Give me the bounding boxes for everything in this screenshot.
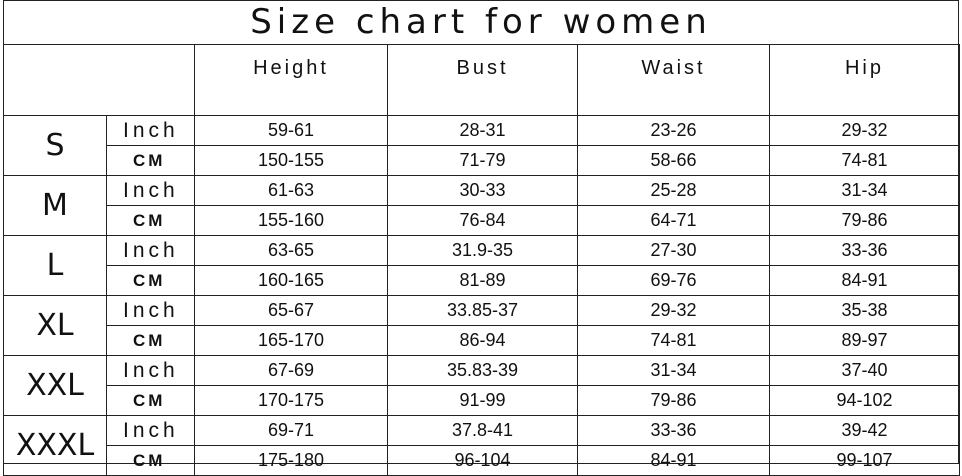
cell-bust: 33.85-37 — [388, 296, 578, 326]
cell-waist: 27-30 — [578, 236, 770, 266]
cell-height: 160-165 — [195, 266, 388, 296]
column-header-height: Height — [195, 45, 388, 116]
size-label: S — [4, 116, 107, 176]
cell-hip: 33-36 — [770, 236, 960, 266]
cell-height: 69-71 — [195, 416, 388, 446]
unit-label: CM — [107, 326, 195, 356]
cell-waist: 64-71 — [578, 206, 770, 236]
column-header-waist: Waist — [578, 45, 770, 116]
cell-hip: 84-91 — [770, 266, 960, 296]
cell-waist: 29-32 — [578, 296, 770, 326]
unit-label: CM — [107, 206, 195, 236]
table-row — [4, 356, 960, 386]
size-label: XL — [4, 296, 107, 356]
cell-bust: 37.8-41 — [388, 416, 578, 446]
cell-height: 67-69 — [195, 356, 388, 386]
cell-waist: 58-66 — [578, 146, 770, 176]
unit-label: Inch — [107, 236, 195, 266]
table-row — [4, 266, 960, 296]
cell-height: 65-67 — [195, 296, 388, 326]
cell-waist: 74-81 — [578, 326, 770, 356]
table-row — [4, 116, 960, 146]
page-title: Size chart for women — [250, 2, 712, 42]
table-row — [4, 416, 960, 446]
size-label: L — [4, 236, 107, 296]
unit-label: CM — [107, 386, 195, 416]
table-row — [4, 146, 960, 176]
column-header-hip: Hip — [770, 45, 960, 116]
cell-height: 63-65 — [195, 236, 388, 266]
cell-bust: 81-89 — [388, 266, 578, 296]
unit-label: Inch — [107, 416, 195, 446]
unit-label: Inch — [107, 296, 195, 326]
table-row — [4, 206, 960, 236]
cell-bust: 96-104 — [388, 446, 578, 476]
cell-bust: 35.83-39 — [388, 356, 578, 386]
unit-label: Inch — [107, 176, 195, 206]
column-header-bust: Bust — [388, 45, 578, 116]
unit-label: Inch — [107, 356, 195, 386]
unit-label: CM — [107, 146, 195, 176]
size-label: XXL — [4, 356, 107, 416]
table-row — [4, 296, 960, 326]
cell-height: 150-155 — [195, 146, 388, 176]
cell-waist: 84-91 — [578, 446, 770, 476]
cell-bust: 28-31 — [388, 116, 578, 146]
cell-bust: 76-84 — [388, 206, 578, 236]
size-table — [3, 44, 960, 476]
cell-bust: 86-94 — [388, 326, 578, 356]
unit-label: CM — [107, 266, 195, 296]
cell-bust: 71-79 — [388, 146, 578, 176]
table-row — [4, 446, 960, 476]
cell-height: 165-170 — [195, 326, 388, 356]
cell-bust: 30-33 — [388, 176, 578, 206]
cell-height: 175-180 — [195, 446, 388, 476]
cell-hip: 94-102 — [770, 386, 960, 416]
cell-height: 155-160 — [195, 206, 388, 236]
table-row — [4, 176, 960, 206]
cell-waist: 25-28 — [578, 176, 770, 206]
table-row — [4, 326, 960, 356]
cell-waist: 33-36 — [578, 416, 770, 446]
size-label: XXXL — [4, 416, 107, 476]
cell-hip: 35-38 — [770, 296, 960, 326]
header-corner — [4, 45, 195, 116]
unit-label: Inch — [107, 116, 195, 146]
cell-waist: 31-34 — [578, 356, 770, 386]
header-row — [4, 45, 960, 116]
cell-height: 61-63 — [195, 176, 388, 206]
unit-label: CM — [107, 446, 195, 476]
table-row — [4, 386, 960, 416]
cell-hip: 31-34 — [770, 176, 960, 206]
cell-hip: 99-107 — [770, 446, 960, 476]
table-body — [4, 116, 960, 476]
cell-waist: 79-86 — [578, 386, 770, 416]
cell-bust: 31.9-35 — [388, 236, 578, 266]
cell-hip: 39-42 — [770, 416, 960, 446]
cell-bust: 91-99 — [388, 386, 578, 416]
size-label: M — [4, 176, 107, 236]
cell-hip: 89-97 — [770, 326, 960, 356]
cell-hip: 74-81 — [770, 146, 960, 176]
cell-hip: 29-32 — [770, 116, 960, 146]
cell-waist: 69-76 — [578, 266, 770, 296]
cell-waist: 23-26 — [578, 116, 770, 146]
cell-hip: 37-40 — [770, 356, 960, 386]
cell-height: 170-175 — [195, 386, 388, 416]
cell-hip: 79-86 — [770, 206, 960, 236]
table-row — [4, 236, 960, 266]
cell-height: 59-61 — [195, 116, 388, 146]
